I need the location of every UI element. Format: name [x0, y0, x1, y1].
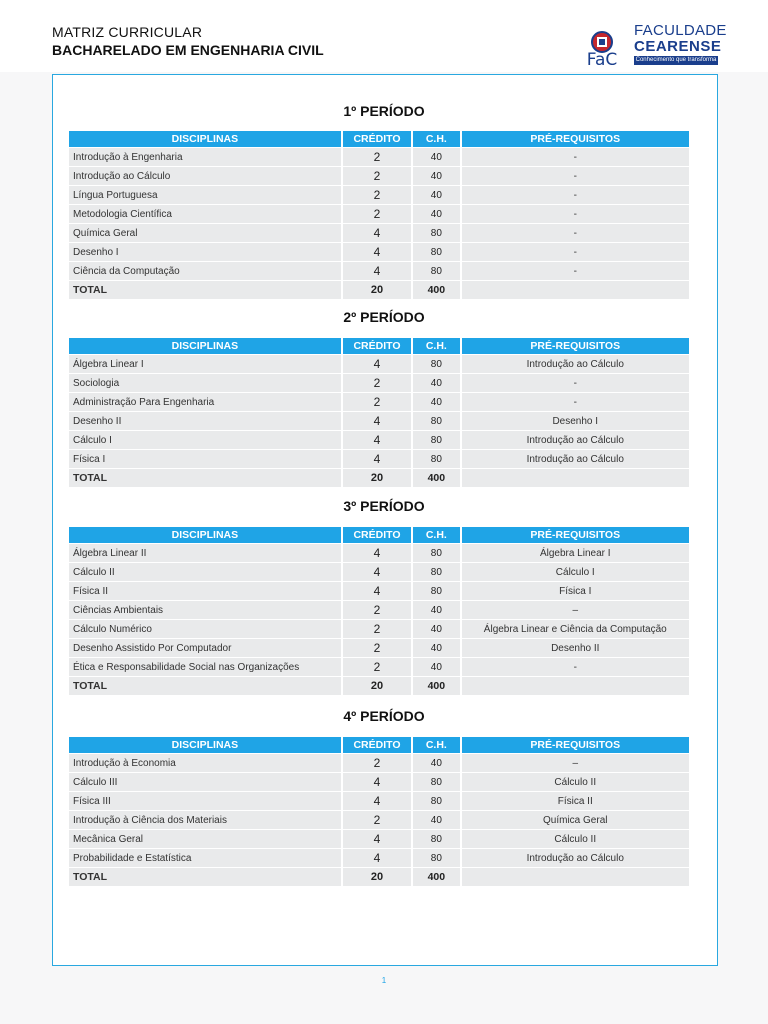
discipline-name: Cálculo Numérico	[69, 619, 341, 638]
hours-value: 80	[413, 223, 459, 242]
discipline-name: Álgebra Linear II	[69, 543, 341, 562]
column-header-prereq: PRÉ-REQUISITOS	[462, 338, 690, 354]
discipline-name: Cálculo III	[69, 772, 341, 791]
hours-value: 40	[413, 185, 459, 204]
table-row	[69, 772, 689, 791]
table-row	[69, 147, 689, 166]
table-row	[69, 753, 689, 772]
prerequisite: -	[462, 261, 690, 280]
total-credit: 20	[343, 867, 411, 886]
prerequisite: -	[462, 166, 690, 185]
credit-value: 4	[343, 449, 411, 468]
logo-mark-text: FaC	[586, 50, 618, 70]
hours-value: 80	[413, 242, 459, 261]
total-label: TOTAL	[69, 468, 341, 487]
credit-value: 2	[343, 657, 411, 676]
hours-value: 80	[413, 411, 459, 430]
institution-logo	[580, 22, 727, 70]
column-header-credito: CRÉDITO	[343, 338, 411, 354]
curriculum-table	[67, 338, 691, 487]
credit-value: 4	[343, 411, 411, 430]
total-empty	[462, 676, 690, 695]
total-hours: 400	[413, 468, 459, 487]
total-hours: 400	[413, 867, 459, 886]
prerequisite: -	[462, 223, 690, 242]
prerequisite: Química Geral	[462, 810, 690, 829]
hours-value: 80	[413, 543, 459, 562]
curriculum-table	[67, 737, 691, 886]
table-row	[69, 242, 689, 261]
discipline-name: Física II	[69, 581, 341, 600]
prerequisite: Cálculo II	[462, 829, 690, 848]
table-row	[69, 449, 689, 468]
table-row	[69, 791, 689, 810]
discipline-name: Desenho I	[69, 242, 341, 261]
column-header-credito: CRÉDITO	[343, 527, 411, 543]
discipline-name: Álgebra Linear I	[69, 354, 341, 373]
credit-value: 2	[343, 753, 411, 772]
credit-value: 2	[343, 600, 411, 619]
document-title: MATRIZ CURRICULAR	[52, 24, 203, 40]
discipline-name: Introdução à Ciência dos Materiais	[69, 810, 341, 829]
column-header-prereq: PRÉ-REQUISITOS	[462, 527, 690, 543]
discipline-name: Língua Portuguesa	[69, 185, 341, 204]
total-row	[69, 468, 689, 487]
prerequisite: Desenho I	[462, 411, 690, 430]
table-row	[69, 430, 689, 449]
discipline-name: Mecânica Geral	[69, 829, 341, 848]
credit-value: 4	[343, 354, 411, 373]
prerequisite: -	[462, 185, 690, 204]
hours-value: 40	[413, 753, 459, 772]
column-header-disciplinas: DISCIPLINAS	[69, 338, 341, 354]
credit-value: 2	[343, 166, 411, 185]
prerequisite: Álgebra Linear e Ciência da Computação	[462, 619, 690, 638]
table-row	[69, 354, 689, 373]
discipline-name: Metodologia Científica	[69, 204, 341, 223]
total-label: TOTAL	[69, 676, 341, 695]
hours-value: 40	[413, 373, 459, 392]
credit-value: 2	[343, 810, 411, 829]
table-row	[69, 810, 689, 829]
column-header-ch: C.H.	[413, 737, 459, 753]
credit-value: 4	[343, 242, 411, 261]
curriculum-table	[67, 131, 691, 299]
prerequisite: Introdução ao Cálculo	[462, 430, 690, 449]
total-row	[69, 280, 689, 299]
logo-name-line2: CEARENSE	[634, 38, 722, 55]
credit-value: 2	[343, 147, 411, 166]
column-header-disciplinas: DISCIPLINAS	[69, 527, 341, 543]
discipline-name: Cálculo II	[69, 562, 341, 581]
discipline-name: Física III	[69, 791, 341, 810]
total-empty	[462, 280, 690, 299]
table-row	[69, 638, 689, 657]
prerequisite: -	[462, 147, 690, 166]
discipline-name: Probabilidade e Estatística	[69, 848, 341, 867]
table-row	[69, 392, 689, 411]
hours-value: 80	[413, 848, 459, 867]
credit-value: 4	[343, 430, 411, 449]
table-row	[69, 619, 689, 638]
total-credit: 20	[343, 280, 411, 299]
table-row	[69, 185, 689, 204]
credit-value: 4	[343, 581, 411, 600]
credit-value: 4	[343, 829, 411, 848]
period-title: 2º PERÍODO	[343, 309, 425, 325]
prerequisite: -	[462, 242, 690, 261]
total-empty	[462, 468, 690, 487]
prerequisite: Introdução ao Cálculo	[462, 449, 690, 468]
total-credit: 20	[343, 468, 411, 487]
prerequisite: -	[462, 392, 690, 411]
discipline-name: Administração Para Engenharia	[69, 392, 341, 411]
prerequisite: Física I	[462, 581, 690, 600]
period-title: 3º PERÍODO	[343, 498, 425, 514]
total-row	[69, 867, 689, 886]
hours-value: 40	[413, 810, 459, 829]
column-header-ch: C.H.	[413, 527, 459, 543]
credit-value: 2	[343, 373, 411, 392]
column-header-disciplinas: DISCIPLINAS	[69, 737, 341, 753]
table-row	[69, 657, 689, 676]
column-header-credito: CRÉDITO	[343, 737, 411, 753]
table-row	[69, 543, 689, 562]
hours-value: 80	[413, 261, 459, 280]
hours-value: 80	[413, 354, 459, 373]
hours-value: 40	[413, 600, 459, 619]
discipline-name: Ciências Ambientais	[69, 600, 341, 619]
credit-value: 4	[343, 772, 411, 791]
table-row	[69, 581, 689, 600]
table-row	[69, 562, 689, 581]
prerequisite: Física II	[462, 791, 690, 810]
credit-value: 4	[343, 261, 411, 280]
prerequisite: Introdução ao Cálculo	[462, 354, 690, 373]
hours-value: 80	[413, 581, 459, 600]
page-number: 1	[381, 976, 387, 985]
total-label: TOTAL	[69, 867, 341, 886]
column-header-credito: CRÉDITO	[343, 131, 411, 147]
total-hours: 400	[413, 280, 459, 299]
discipline-name: Física I	[69, 449, 341, 468]
curriculum-table	[67, 527, 691, 695]
discipline-name: Cálculo I	[69, 430, 341, 449]
total-empty	[462, 867, 690, 886]
prerequisite: –	[462, 753, 690, 772]
table-header-row	[69, 338, 689, 354]
table-row	[69, 204, 689, 223]
hours-value: 40	[413, 638, 459, 657]
credit-value: 2	[343, 185, 411, 204]
total-credit: 20	[343, 676, 411, 695]
credit-value: 2	[343, 619, 411, 638]
prerequisite: -	[462, 373, 690, 392]
prerequisite: Introdução ao Cálculo	[462, 848, 690, 867]
table-row	[69, 373, 689, 392]
total-row	[69, 676, 689, 695]
credit-value: 4	[343, 562, 411, 581]
total-hours: 400	[413, 676, 459, 695]
table-row	[69, 223, 689, 242]
credit-value: 4	[343, 848, 411, 867]
table-header-row	[69, 737, 689, 753]
discipline-name: Introdução ao Cálculo	[69, 166, 341, 185]
prerequisite: Desenho II	[462, 638, 690, 657]
credit-value: 2	[343, 392, 411, 411]
discipline-name: Desenho Assistido Por Computador	[69, 638, 341, 657]
discipline-name: Desenho II	[69, 411, 341, 430]
hours-value: 40	[413, 657, 459, 676]
table-row	[69, 600, 689, 619]
hours-value: 40	[413, 204, 459, 223]
table-row	[69, 848, 689, 867]
prerequisite: Álgebra Linear I	[462, 543, 690, 562]
prerequisite: -	[462, 657, 690, 676]
column-header-prereq: PRÉ-REQUISITOS	[462, 131, 690, 147]
discipline-name: Ética e Responsabilidade Social nas Organizações	[69, 657, 341, 676]
table-row	[69, 829, 689, 848]
credit-value: 4	[343, 543, 411, 562]
prerequisite: -	[462, 204, 690, 223]
credit-value: 4	[343, 223, 411, 242]
column-header-ch: C.H.	[413, 131, 459, 147]
discipline-name: Introdução à Engenharia	[69, 147, 341, 166]
discipline-name: Sociologia	[69, 373, 341, 392]
credit-value: 4	[343, 791, 411, 810]
prerequisite: Cálculo I	[462, 562, 690, 581]
total-label: TOTAL	[69, 280, 341, 299]
column-header-prereq: PRÉ-REQUISITOS	[462, 737, 690, 753]
period-title: 4º PERÍODO	[343, 708, 425, 724]
hours-value: 80	[413, 449, 459, 468]
credit-value: 2	[343, 638, 411, 657]
logo-name-line1: FACULDADE	[634, 22, 727, 39]
prerequisite: Cálculo II	[462, 772, 690, 791]
discipline-name: Introdução à Economia	[69, 753, 341, 772]
prerequisite: –	[462, 600, 690, 619]
hours-value: 80	[413, 430, 459, 449]
table-row	[69, 261, 689, 280]
table-header-row	[69, 527, 689, 543]
period-title: 1º PERÍODO	[343, 103, 425, 119]
column-header-ch: C.H.	[413, 338, 459, 354]
hours-value: 80	[413, 829, 459, 848]
table-row	[69, 411, 689, 430]
hours-value: 80	[413, 791, 459, 810]
hours-value: 40	[413, 392, 459, 411]
table-header-row	[69, 131, 689, 147]
hours-value: 40	[413, 166, 459, 185]
hours-value: 40	[413, 619, 459, 638]
hours-value: 40	[413, 147, 459, 166]
discipline-name: Química Geral	[69, 223, 341, 242]
course-title: BACHARELADO EM ENGENHARIA CIVIL	[52, 42, 324, 58]
hours-value: 80	[413, 772, 459, 791]
page-header	[0, 0, 768, 72]
logo-tagline: Conhecimento que transforma	[635, 57, 717, 63]
discipline-name: Ciência da Computação	[69, 261, 341, 280]
credit-value: 2	[343, 204, 411, 223]
column-header-disciplinas: DISCIPLINAS	[69, 131, 341, 147]
table-row	[69, 166, 689, 185]
hours-value: 80	[413, 562, 459, 581]
